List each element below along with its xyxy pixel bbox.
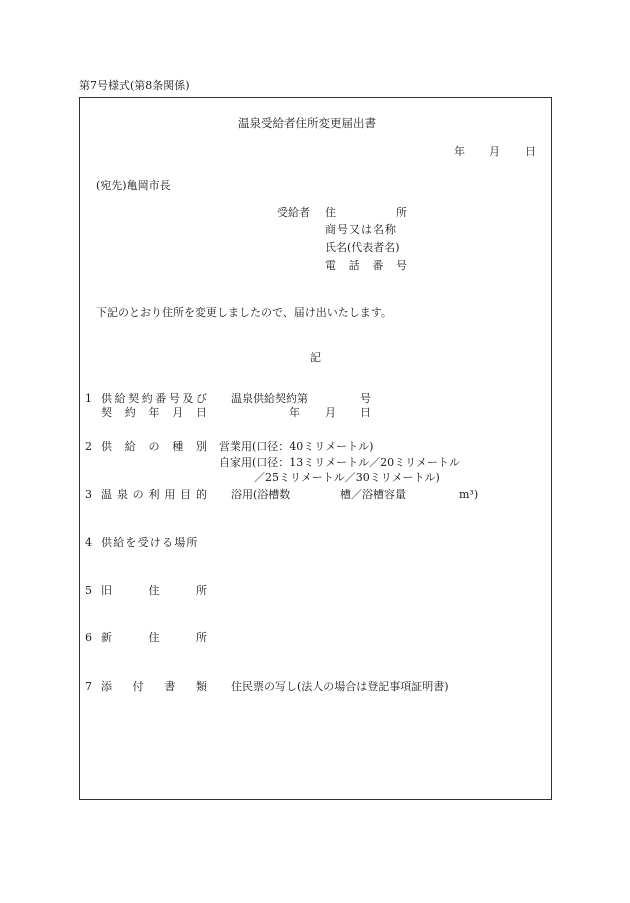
document-title: 温泉受給者住所変更届出書	[238, 116, 376, 130]
item-5-label: 旧 住 所	[101, 584, 207, 597]
item-7-label: 添 付 書 類	[101, 680, 207, 693]
item-1-contract-number-suffix: 号	[360, 392, 371, 405]
item-1-date-month: 月	[325, 406, 336, 419]
item-4-number: 4	[85, 536, 92, 549]
item-2-private-use: 自家用(口径：13ミリメートル／20ミリメートル	[219, 456, 460, 469]
date-month: 月	[489, 145, 500, 158]
date-day: 日	[525, 145, 536, 158]
addressee: (宛先)亀岡市長	[96, 179, 171, 192]
item-4-label: 供給を受ける場所	[101, 536, 199, 549]
item-3-unit: m³)	[459, 488, 479, 501]
item-1-label-line1: 供 給 契 約 番 号 及 び	[101, 392, 207, 405]
item-2-label: 供 給 の 種 別	[101, 440, 207, 453]
applicant-business-name-label: 商号又は名称	[325, 223, 397, 236]
applicant-name-label: 氏名(代表者名)	[325, 241, 400, 254]
item-2-commercial-use: 営業用(口径：40ミリメートル)	[219, 440, 374, 453]
applicant-role: 受給者	[277, 206, 310, 219]
form-label: 第7号様式(第8条関係)	[79, 79, 190, 92]
item-2-number: 2	[85, 440, 92, 453]
date-year: 年	[454, 145, 465, 158]
item-1-number: 1	[85, 392, 92, 405]
applicant-address-label: 住 所	[325, 206, 407, 219]
applicant-phone-label: 電 話 番 号	[325, 259, 407, 272]
item-7-number: 7	[85, 680, 92, 693]
item-3-tub-capacity: 槽／浴槽容量	[340, 488, 406, 501]
item-7-attachments: 住民票の写し(法人の場合は登記事項証明書)	[231, 680, 449, 693]
item-1-label-line2: 契 約 年 月 日	[101, 406, 207, 419]
item-3-tub-count: 浴用(浴槽数	[231, 488, 291, 501]
item-3-label: 温 泉 の 利 用 目 的	[101, 488, 207, 501]
item-1-date-day: 日	[360, 406, 371, 419]
item-1-date-year: 年	[289, 406, 300, 419]
item-6-label: 新 住 所	[101, 631, 207, 644]
item-1-contract-number-prefix: 温泉供給契約第	[231, 392, 308, 405]
statement: 下記のとおり住所を変更しましたので、届け出いたします。	[96, 306, 392, 319]
item-2-private-use-cont: ／25ミリメートル／30ミリメートル)	[254, 471, 440, 484]
item-3-number: 3	[85, 488, 92, 501]
ki-marker: 記	[310, 351, 321, 364]
item-5-number: 5	[85, 584, 92, 597]
item-6-number: 6	[85, 631, 92, 644]
